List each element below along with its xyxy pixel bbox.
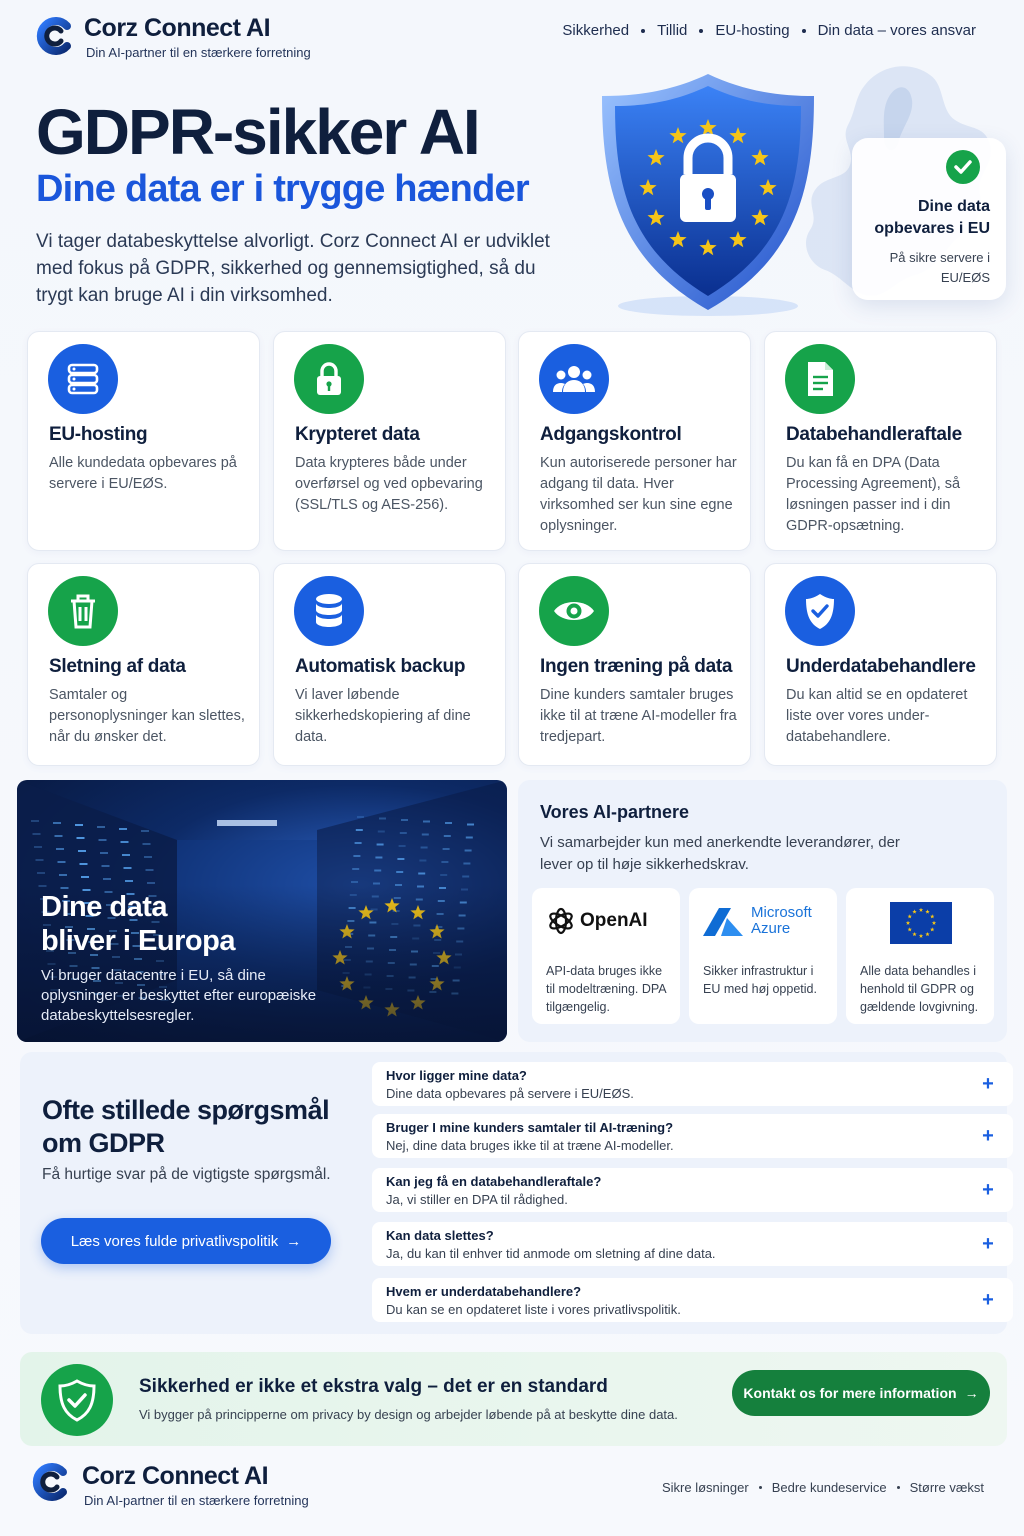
plus-icon[interactable]: + <box>982 1125 994 1147</box>
faq-answer: Nej, dine data bruges ikke til at træne AI-modeller. <box>386 1138 674 1153</box>
faq-item[interactable] <box>372 1062 1013 1106</box>
plus-icon[interactable]: + <box>982 1289 994 1311</box>
azure-wordmark <box>751 905 812 937</box>
feature-title: Databehandleraftale <box>786 424 962 445</box>
database-icon <box>294 576 364 646</box>
plus-icon[interactable]: + <box>982 1073 994 1095</box>
faq-item[interactable] <box>372 1168 1013 1212</box>
plus-icon[interactable]: + <box>982 1233 994 1255</box>
footer-link-bedre-kundeservice[interactable]: Bedre kundeservice <box>771 1480 887 1495</box>
contact-button-label: Kontakt os for mere information <box>743 1385 957 1401</box>
azure-note: Sikker infrastruktur i EU med høj oppetid. <box>703 964 817 996</box>
feature-card-eu-hosting <box>27 331 260 551</box>
eu-shield-lock-icon <box>596 70 820 316</box>
hero-description: Vi tager databeskyttelse alvorligt. Corz Connect AI er udviklet med fokus på GDPR, sikkerhed og gennemsigtighed, så du trygt kan bruge AI i din virksomhed. <box>36 231 550 306</box>
faq-subtitle: Få hurtige svar på de vigtigste spørgsmål. <box>42 1166 331 1183</box>
nav-separator <box>641 29 645 33</box>
europe-title <box>41 890 235 958</box>
faq-question: Bruger I mine kunders samtaler til AI-træning? <box>386 1120 674 1135</box>
hero-title: GDPR-sikker AI <box>36 96 479 168</box>
document-icon <box>785 344 855 414</box>
feature-title: Ingen træning på data <box>540 656 733 677</box>
feature-card-automatisk-backup <box>273 563 506 766</box>
gdpr-shield <box>596 70 820 316</box>
feature-card-databehandleraftale <box>764 331 997 551</box>
feature-card-ingen-træning-på-data <box>518 563 751 766</box>
logo-mark-icon <box>34 16 74 56</box>
feature-description: Vi laver løbende sikkerhedskopiering af dine data. <box>295 687 471 745</box>
partner-card-eu <box>846 888 994 1024</box>
eu-card-title: Dine data opbevares i EU <box>874 198 990 237</box>
faq-item[interactable] <box>372 1222 1013 1266</box>
europe-title-line1: Dine data <box>41 891 168 923</box>
hero-subtitle: Dine data er i trygge hænder <box>36 168 529 210</box>
shield-check-icon <box>785 576 855 646</box>
openai-wordmark: OpenAI <box>580 910 648 931</box>
faq-question: Hvor ligger mine data? <box>386 1068 527 1083</box>
plus-icon[interactable]: + <box>982 1179 994 1201</box>
faq-answer: Ja, du kan til enhver tid anmode om sletning af dine data. <box>386 1246 716 1261</box>
feature-description: Du kan få en DPA (Data Processing Agreement), så løsningen passer ind i din GDPR-opsætning. <box>786 455 961 534</box>
trash-icon <box>48 576 118 646</box>
eye-icon <box>539 576 609 646</box>
brand-tagline: Din AI-partner til en stærkere forretning <box>86 45 311 60</box>
feature-title: Adgangskontrol <box>540 424 682 445</box>
server-icon <box>48 344 118 414</box>
eu-note: Alle data behandles i henhold til GDPR og gældende lovgivning. <box>860 964 979 1014</box>
banner-description: Vi bygger på principperne om privacy by design og arbejder løbende på at beskytte dine data. <box>139 1407 678 1422</box>
contact-button[interactable] <box>732 1370 990 1416</box>
brand-logo[interactable] <box>34 14 354 64</box>
feature-title: Underdatabehandlere <box>786 656 976 677</box>
feature-title: Krypteret data <box>295 424 420 445</box>
openai-note: API-data bruges ikke til modeltræning. DPA tilgængelig. <box>546 964 666 1014</box>
feature-description: Dine kunders samtaler bruges ikke til at træne AI-modeller fra tredjepart. <box>540 687 737 745</box>
footer-brand-tagline: Din AI-partner til en stærkere forretning <box>84 1493 309 1508</box>
logo-mark-icon <box>30 1462 70 1502</box>
nav-separator <box>802 29 806 33</box>
azure-wordmark-line2: Azure <box>751 920 791 937</box>
shield-check-icon <box>41 1364 113 1436</box>
azure-logo-icon <box>701 906 745 938</box>
feature-description: Samtaler og personoplysninger kan slettes, når du ønsker det. <box>49 687 245 745</box>
checkmark-icon <box>946 150 980 184</box>
feature-description: Alle kundedata opbevares på servere i EU/EØS. <box>49 455 237 492</box>
feature-description: Kun autoriserede personer har adgang til data. Hver virksomhed ser kun sine egne oplysninger. <box>540 455 737 534</box>
footer-link-sikre-losninger[interactable]: Sikre løsninger <box>661 1480 749 1495</box>
feature-description: Du kan altid se en opdateret liste over vores under-databehandlere. <box>786 687 968 745</box>
feature-title: EU-hosting <box>49 424 148 445</box>
footer-separator <box>759 1486 762 1489</box>
nav-separator <box>699 29 703 33</box>
nav-link-eu-hosting[interactable]: EU-hosting <box>715 22 790 39</box>
users-icon <box>539 344 609 414</box>
banner-title: Sikkerhed er ikke et ekstra valg – det er en standard <box>139 1376 608 1397</box>
faq-answer: Du kan se en opdateret liste i vores privatlivspolitik. <box>386 1302 681 1317</box>
feature-description: Data krypteres både under overførsel og ved opbevaring (SSL/TLS og AES-256). <box>295 455 483 513</box>
azure-wordmark-line1: Microsoft <box>751 904 812 921</box>
brand-name: Corz Connect AI <box>84 14 271 42</box>
europe-datacenter-panel <box>17 780 507 1042</box>
faq-answer: Ja, vi stiller en DPA til rådighed. <box>386 1192 568 1207</box>
footer-navigation <box>662 1480 984 1495</box>
faq-answer: Dine data opbevares på servere i EU/EØS. <box>386 1086 634 1101</box>
footer-link-storre-vaekst[interactable]: Større vækst <box>909 1480 984 1495</box>
feature-card-sletning-af-data <box>27 563 260 766</box>
faq-question: Hvem er underdatabehandlere? <box>386 1284 582 1299</box>
faq-section <box>20 1052 1007 1334</box>
faq-title: Ofte stillede spørgsmål om GDPR <box>42 1095 330 1158</box>
security-banner <box>20 1352 1007 1446</box>
nav-link-din-data[interactable]: Din data – vores ansvar <box>817 22 976 39</box>
feature-title: Automatisk backup <box>295 656 466 677</box>
faq-question: Kan jeg få en databehandleraftale? <box>386 1174 602 1189</box>
feature-card-underdatabehandlere <box>764 563 997 766</box>
footer-separator <box>897 1486 900 1489</box>
feature-card-krypteret-data <box>273 331 506 551</box>
faq-question: Kan data slettes? <box>386 1228 494 1243</box>
faq-item[interactable] <box>372 1278 1013 1322</box>
ai-partners-panel <box>518 780 1007 1042</box>
europe-title-line2: bliver i Europa <box>41 925 235 957</box>
lock-icon <box>294 344 364 414</box>
feature-card-adgangskontrol <box>518 331 751 551</box>
nav-link-sikkerhed[interactable]: Sikkerhed <box>562 22 630 39</box>
partners-description: Vi samarbejder kun med anerkendte leverandører, der lever op til høje sikkerhedskrav. <box>540 834 900 873</box>
eu-card-subtitle: På sikre servere i EU/EØS <box>889 250 990 285</box>
openai-logo-icon <box>546 906 576 936</box>
footer-brand-name: Corz Connect AI <box>82 1462 269 1490</box>
partners-title: Vores AI-partnere <box>540 802 690 822</box>
privacy-policy-button-label: Læs vores fulde privatlivspolitik <box>70 1232 279 1250</box>
partner-card-azure <box>689 888 837 1024</box>
faq-item[interactable] <box>372 1114 1013 1158</box>
feature-title: Sletning af data <box>49 656 186 677</box>
privacy-policy-button[interactable] <box>41 1218 331 1264</box>
arrow-right-icon: → <box>964 1385 979 1401</box>
partner-card-openai <box>532 888 680 1024</box>
top-navigation <box>562 22 976 39</box>
arrow-right-icon: → <box>286 1232 302 1250</box>
nav-link-tillid[interactable]: Tillid <box>657 22 688 39</box>
europe-description: Vi bruger datacentre i EU, så dine oplysninger er beskyttet efter europæiske databeskyttelsesregler. <box>41 967 317 1024</box>
eu-flag-icon <box>890 902 952 944</box>
footer-logo[interactable] <box>30 1460 350 1512</box>
eu-storage-card <box>852 138 1006 300</box>
